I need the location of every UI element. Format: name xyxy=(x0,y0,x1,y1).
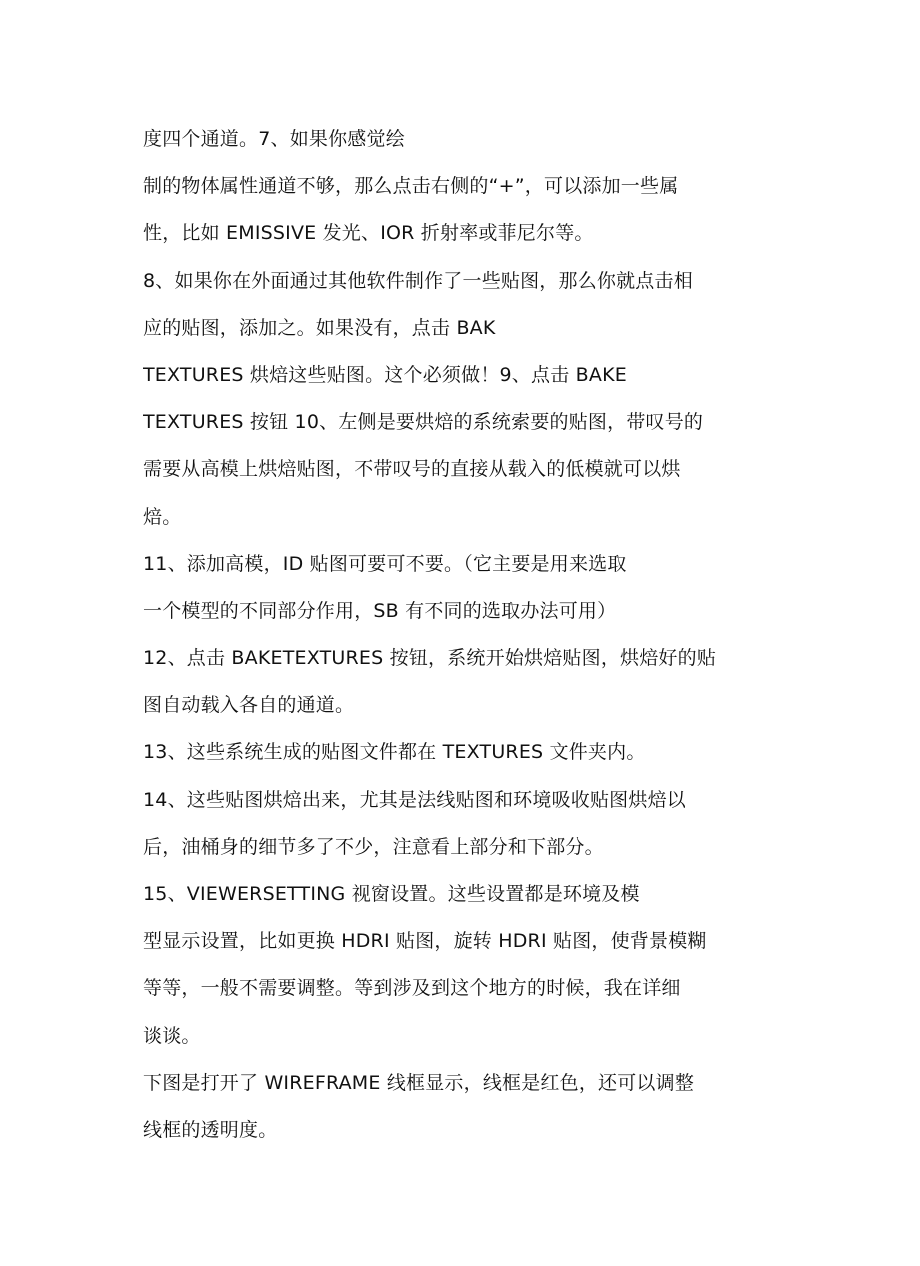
text-line-6: TEXTURES 烘焙这些贴图。这个必须做！9、点击 BAKE xyxy=(143,363,627,386)
text-line-8: 需要从高模上烘焙贴图，不带叹号的直接从载入的低模就可以烘 xyxy=(143,458,681,481)
text-line-7: TEXTURES 按钮 10、左侧是要烘焙的系统索要的贴图，带叹号的 xyxy=(143,411,704,434)
text-line-18: 型显示设置，比如更换 HDRI 贴图，旋转 HDRI 贴图，使背景模糊 xyxy=(143,930,707,953)
text-line-9: 焙。 xyxy=(143,505,182,528)
text-line-21: 下图是打开了 WIREFRAME 线框显示，线框是红色，还可以调整 xyxy=(143,1071,695,1094)
text-line-17: 15、VIEWERSETTING 视窗设置。这些设置都是环境及模 xyxy=(143,883,640,905)
text-line-14: 13、这些系统生成的贴图文件都在 TEXTURES 文件夹内。 xyxy=(143,741,646,764)
text-line-13: 图自动载入各自的通道。 xyxy=(143,694,355,717)
text-line-1: 度四个通道。7、如果你感觉绘 xyxy=(143,128,405,150)
text-line-10: 11、添加高模，ID 贴图可要可不要。（它主要是用来选取 xyxy=(143,552,627,575)
text-line-12: 12、点击 BAKETEXTURES 按钮，系统开始烘焙贴图，烘焙好的贴 xyxy=(143,647,717,670)
text-line-22: 线框的透明度。 xyxy=(143,1118,278,1141)
text-line-20: 谈谈。 xyxy=(143,1024,201,1047)
text-line-16: 后，油桶身的细节多了不少，注意看上部分和下部分。 xyxy=(143,835,604,858)
text-line-19: 等等，一般不需要调整。等到涉及到这个地方的时候，我在详细 xyxy=(143,977,681,1000)
text-line-2: 制的物体属性通道不够，那么点击右侧的“+”，可以添加一些属 xyxy=(143,175,679,198)
document-body xyxy=(143,116,783,1154)
text-line-5: 应的贴图，添加之。如果没有，点击 BAK xyxy=(143,316,496,339)
text-line-4: 8、如果你在外面通过其他软件制作了一些贴图，那么你就点击相 xyxy=(143,269,693,292)
text-line-15: 14、这些贴图烘焙出来，尤其是法线贴图和环境吸收贴图烘焙以 xyxy=(143,788,686,811)
text-line-3: 性，比如 EMISSIVE 发光、IOR 折射率或菲尼尔等。 xyxy=(143,222,594,245)
text-line-11: 一个模型的不同部分作用，SB 有不同的选取办法可用） xyxy=(143,599,617,622)
